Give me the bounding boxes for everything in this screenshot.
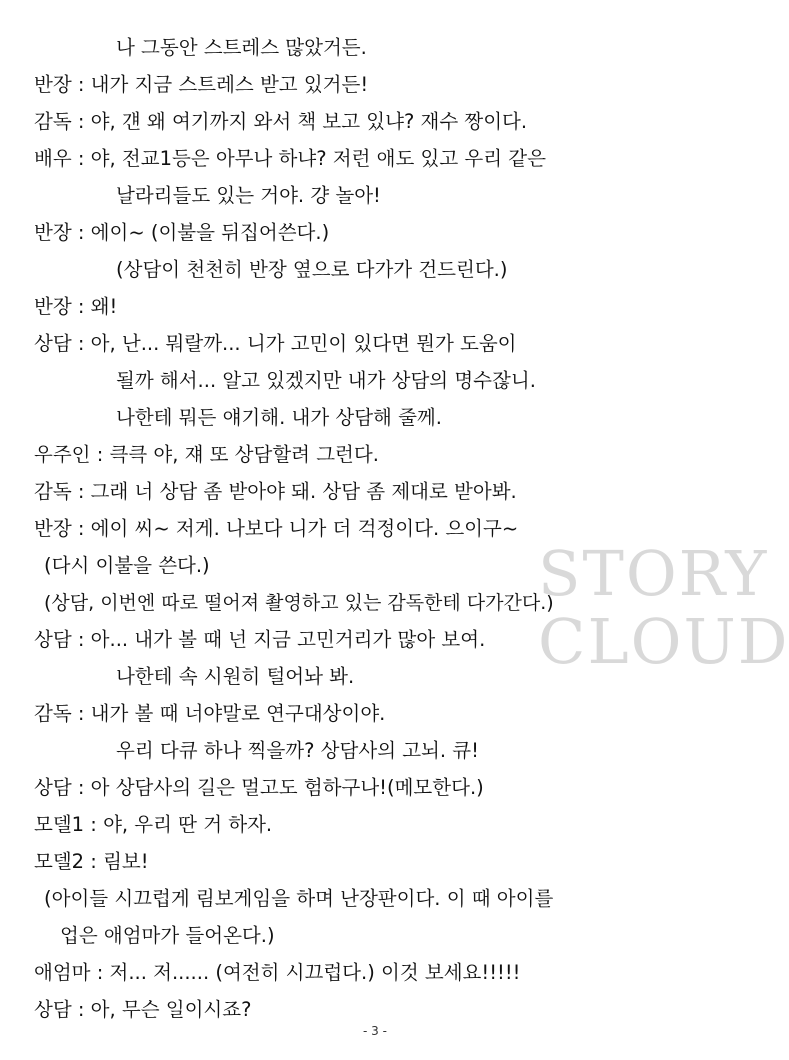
line-text: 우리 다큐 하나 찍을까? 상담사의 고뇌. 큐! [116,739,479,762]
script-line [44,881,553,917]
stage-direction: (아이들 시끄럽게 림보게임을 하며 난장판이다. 이 때 아이를 [44,887,554,910]
line-text: 될까 해서... 알고 있겠지만 내가 상담의 명수잖니. [116,369,536,392]
line-text: 에이~ (이불을 뒤집어쓴다.) [90,221,330,244]
line-text: 야, 걘 왜 여기까지 와서 책 보고 있냐? 재수 짱이다. [90,110,528,133]
line-text: 아 상담사의 길은 멀고도 험하구나!(메모한다.) [90,776,484,799]
line-text: 림보! [103,850,149,873]
script-line [34,474,517,510]
watermark-line-1: STORY [538,537,769,610]
story-cloud-watermark [538,537,789,678]
script-line [34,104,527,140]
script-line [116,659,354,695]
script-line [34,992,251,1028]
script-line [44,585,554,621]
line-text: 아, 무슨 일이시죠? [90,998,252,1021]
speaker-label: 상담 : [34,332,91,355]
script-line [34,696,385,732]
script-line [116,363,536,399]
line-text: 그래 너 상담 좀 받아야 돼. 상담 좀 제대로 받아봐. [90,480,517,503]
speaker-label: 애엄마 : [34,961,110,984]
stage-direction: (다시 이불을 쓴다.) [44,554,210,577]
script-line [34,67,368,103]
speaker-label: 상담 : [34,998,91,1021]
script-line [34,437,379,473]
script-line [34,955,520,991]
page-number: - 3 - [363,1024,387,1038]
script-line [34,511,518,547]
speaker-label: 모델2 : [34,850,104,873]
script-line [116,178,381,214]
speaker-label: 상담 : [34,776,91,799]
script-line [116,733,479,769]
script-line [116,252,507,288]
speaker-label: 우주인 : [34,443,110,466]
script-line [34,807,272,843]
line-text: 나한테 속 시원히 털어놔 봐. [116,665,355,688]
speaker-label: 감독 : [34,702,91,725]
line-text: 아, 난... 뭐랄까... 니가 고민이 있다면 뭔가 도움이 [90,332,517,355]
speaker-label: 반장 : [34,517,91,540]
stage-direction: (상담, 이번엔 따로 떨어져 촬영하고 있는 감독한테 다가간다.) [44,592,554,614]
script-line [34,770,484,806]
stage-direction: (상담이 천천히 반장 옆으로 다가가 건드린다.) [116,258,508,281]
script-line [34,844,149,880]
script-line [34,326,517,362]
speaker-label: 감독 : [34,110,91,133]
line-text: 왜! [90,295,118,318]
script-line [44,548,210,584]
speaker-label: 모델1 : [34,813,104,836]
line-text: 내가 볼 때 너야말로 연구대상이야. [90,702,386,725]
line-text: 야, 우리 딴 거 하자. [103,813,273,836]
line-text: 내가 지금 스트레스 받고 있거든! [90,73,369,96]
line-text: 날라리들도 있는 거야. 걍 놀아! [116,184,381,207]
script-line [34,289,117,325]
line-text: 저... 저...... (여전히 시끄럽다.) 이것 보세요!!!!! [109,961,521,984]
script-line [34,622,485,658]
speaker-label: 반장 : [34,73,91,96]
line-text: 야, 전교1등은 아무나 하냐? 저런 애도 있고 우리 같은 [90,147,546,170]
line-text: 에이 씨~ 저게. 나보다 니가 더 걱정이다. 으이구~ [90,517,519,540]
speaker-label: 상담 : [34,628,91,651]
script-line [34,215,329,251]
line-text: 아... 내가 볼 때 넌 지금 고민거리가 많아 보여. [90,628,486,651]
script-line [34,141,546,177]
watermark-line-2: CLOUD [538,605,789,678]
line-text: 큭큭 야, 쟤 또 상담할려 그런다. [109,443,379,466]
script-line [116,30,367,66]
line-text: 나한테 뭐든 얘기해. 내가 상담해 줄께. [116,406,442,429]
speaker-label: 반장 : [34,221,91,244]
speaker-label: 감독 : [34,480,91,503]
speaker-label: 배우 : [34,147,91,170]
script-line [60,918,275,954]
speaker-label: 반장 : [34,295,91,318]
script-line [116,400,442,436]
line-text: 나 그동안 스트레스 많았거든. [116,36,367,59]
stage-direction: 업은 애엄마가 들어온다.) [60,924,275,947]
